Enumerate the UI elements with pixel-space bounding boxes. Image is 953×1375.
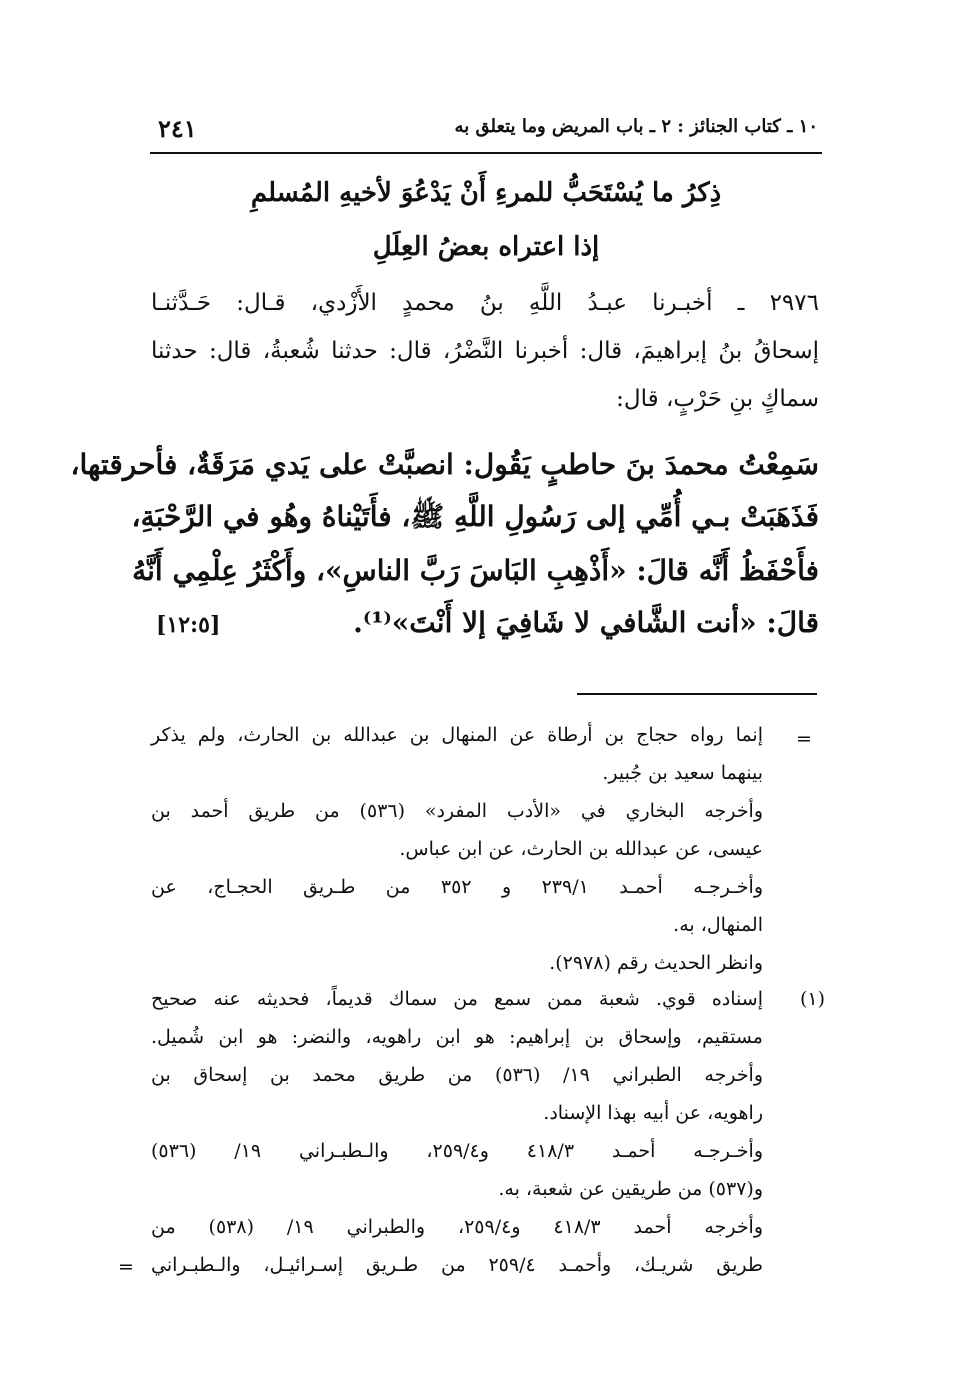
- footnote-line-7: وانظر الحديث رقم (٢٩٧٨).: [549, 952, 763, 974]
- footnote-continuation-marker: =: [796, 728, 812, 750]
- footnote-line-5: وأخـرجـه أحمـد ٢٣٩/١ و ٣٥٢ من طـريق الحجـاج، عن: [151, 876, 763, 898]
- footnote-separator: [577, 693, 817, 695]
- chapter-heading-line-1: ذِكرُ ما يُسْتَحَبُّ للمرءِ أَنْ يَدْعُوَ لأخيهِ المُسلمِ: [250, 178, 722, 208]
- isnad-line-1: ٢٩٧٦ ـ أخبـرنا عبـدُ اللَّهِ بنُ محمدٍ الأَزْدي، قـال: حَـدَّثنـا: [151, 290, 819, 316]
- footnote-line-1: إنما رواه حجاج بن أرطاة عن المنهال بن عبدالله بن الحارث، ولم يذكر: [151, 724, 763, 746]
- footnote-line-8: إسناده قوي. شعبة ممن سمع من سماك قديماً، فحديثه عنه صحيح: [151, 988, 763, 1010]
- page-number: ٢٤١: [158, 114, 197, 143]
- running-title: ١٠ ـ كتاب الجنائز : ٢ ـ باب المريض وما يتعلق به: [454, 116, 818, 137]
- isnad-line-3: سماكٍ بنِ حَرْبٍ، قال:: [616, 386, 819, 412]
- footnote-line-13: و(٥٣٧) من طريقين عن شعبة، به.: [498, 1178, 763, 1200]
- footnote-number: (١): [800, 988, 826, 1010]
- footnote-line-4: عيسى، عن عبدالله بن الحارث، عن ابن عباس.: [399, 838, 763, 860]
- hadith-text-line-1: سَمِعْتُ محمدَ بنَ حاطبٍ يَقُول: انصبَّتْ على يَدي مَرَقَةٌ، فأحرقتها،: [70, 448, 819, 481]
- footnote-line-11: راهويه، عن أبيه بهذا الإسناد.: [543, 1102, 763, 1124]
- footnote-line-2: بينهما سعيد بن جُبير.: [602, 762, 763, 784]
- hadith-reference: [١٢:٥]: [156, 612, 221, 638]
- footnote-line-3: وأخرجه البخاري في «الأدب المفرد» (٥٣٦) من طريق أحمد بن: [151, 800, 763, 822]
- footnote-line-10: وأخرجه الطبراني ١٩/ (٥٣٦) من طريق محمد بن إسحاق بن: [151, 1064, 763, 1086]
- page-header: [150, 112, 822, 154]
- footnote-end-marker: =: [118, 1256, 134, 1278]
- footnote-line-14: وأخرجه أحمد ٤١٨/٣ و٢٥٩/٤، والطبراني ١٩/ (٥٣٨) من: [151, 1216, 764, 1238]
- footnote-line-6: المنهال، به.: [673, 914, 763, 936]
- footnote-line-15: طريق شريـك، وأحمـد ٢٥٩/٤ من طـريق إسـرائيـل، والـطبـراني: [151, 1254, 764, 1276]
- footnote-line-9: مستقيم، وإسحاق بن إبراهيم: هو ابن راهويه، والنضر: هو ابن شُميل.: [151, 1026, 763, 1048]
- chapter-heading-line-2: إذا اعتراه بعضُ العِلَلِ: [372, 232, 600, 262]
- hadith-text-line-2: فَذَهَبَتْ بـي أُمِّي إلى رَسُولِ اللَّهِ ﷺ، فأَتَيْناهُ وهُو في الرَّحْبَةِ،: [131, 500, 819, 533]
- hadith-text-line-3: فأَحْفَظُ أَنَّه قالَ: «أَذْهِبِ البَاسَ رَبَّ الناسِ»، وأَكْثَرُ عِلْمِي أَنَّهُ: [132, 554, 819, 587]
- footnote-line-12: وأخـرجـه أحمـد ٤١٨/٣ و٢٥٩/٤، والـطبـراني ١٩/ (٥٣٦): [151, 1140, 764, 1162]
- isnad-line-2: إسحاقُ بنُ إبراهيمَ، قال: أخبرنا النَّضْرُ، قال: حدثنا شُعبةُ، قال: حدثنا: [151, 338, 819, 364]
- hadith-text-line-4: قالَ: «أنت الشَّافي لا شَافِيَ إلا أَنْتَ»⁽¹⁾.: [353, 606, 819, 639]
